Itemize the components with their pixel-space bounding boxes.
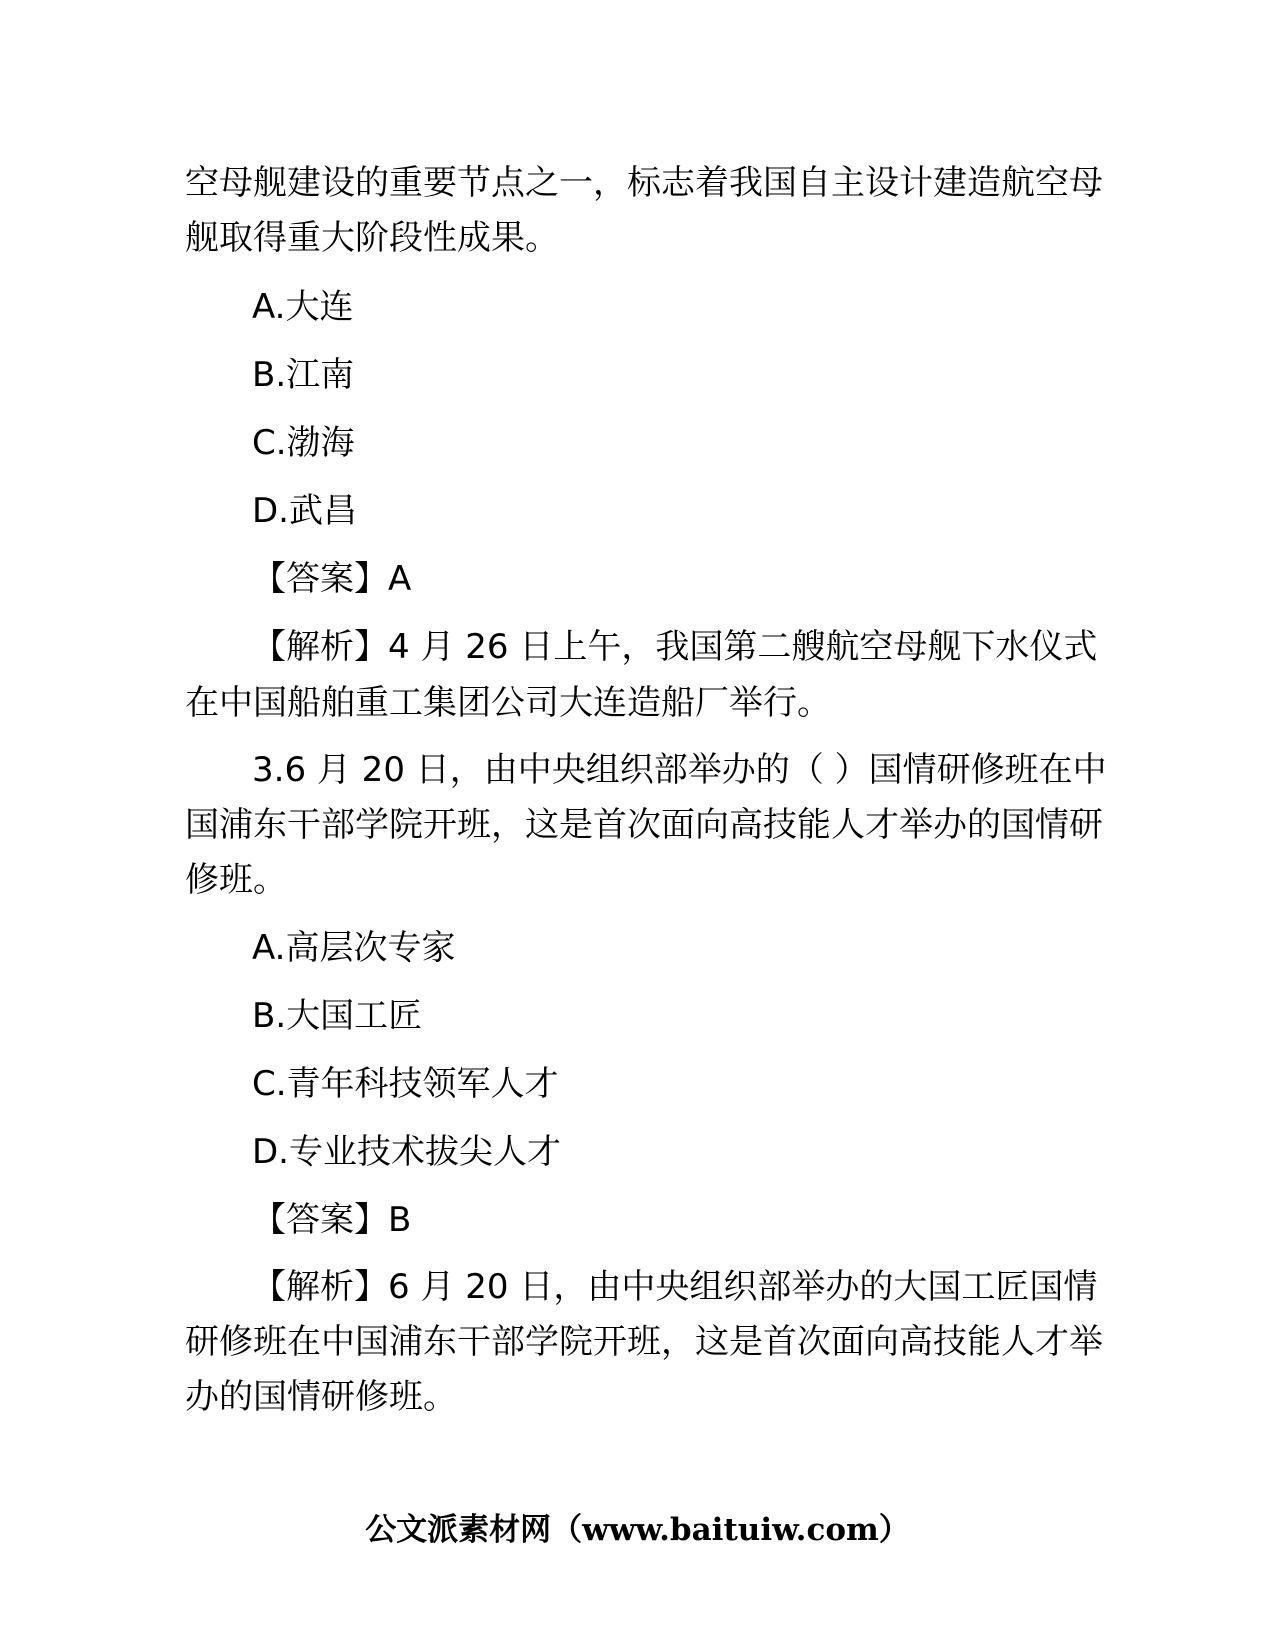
q2-option-a: A.大连 xyxy=(252,287,354,327)
q3-option-d: D.专业技术拔尖人才 xyxy=(252,1132,561,1172)
page-footer: 公文派素材网（www.baituiw.com） xyxy=(365,1512,910,1548)
q3-option-b: B.大国工匠 xyxy=(252,996,423,1036)
q3-option-c: C.青年科技领军人才 xyxy=(252,1064,559,1104)
q2-option-d: D.武昌 xyxy=(252,491,357,531)
q2-analysis-line-1: 【解析】4 月 26 日上午，我国第二艘航空母舰下水仪式 xyxy=(252,627,1098,667)
q2-option-c: C.渤海 xyxy=(252,423,355,463)
q2-option-b: B.江南 xyxy=(252,355,355,395)
q2-stem-line-2: 舰取得重大阶段性成果。 xyxy=(185,218,559,258)
q3-analysis-line-3: 办的国情研修班。 xyxy=(185,1377,457,1417)
q3-analysis-line-2: 研修班在中国浦东干部学院开班，这是首次面向高技能人才举 xyxy=(185,1322,1103,1362)
q3-stem-line-3: 修班。 xyxy=(185,860,287,900)
q3-stem-line-1: 3.6 月 20 日，由中央组织部举办的（ ）国情研修班在中 xyxy=(252,750,1107,790)
q2-stem-line-1: 空母舰建设的重要节点之一，标志着我国自主设计建造航空母 xyxy=(185,163,1103,203)
q2-answer: 【答案】A xyxy=(252,559,412,599)
q3-stem-line-2: 国浦东干部学院开班，这是首次面向高技能人才举办的国情研 xyxy=(185,805,1103,845)
q3-answer: 【答案】B xyxy=(252,1200,412,1240)
q3-analysis-line-1: 【解析】6 月 20 日，由中央组织部举办的大国工匠国情 xyxy=(252,1267,1098,1307)
q2-analysis-line-2: 在中国船舶重工集团公司大连造船厂举行。 xyxy=(185,683,831,723)
q3-option-a: A.高层次专家 xyxy=(252,928,456,968)
